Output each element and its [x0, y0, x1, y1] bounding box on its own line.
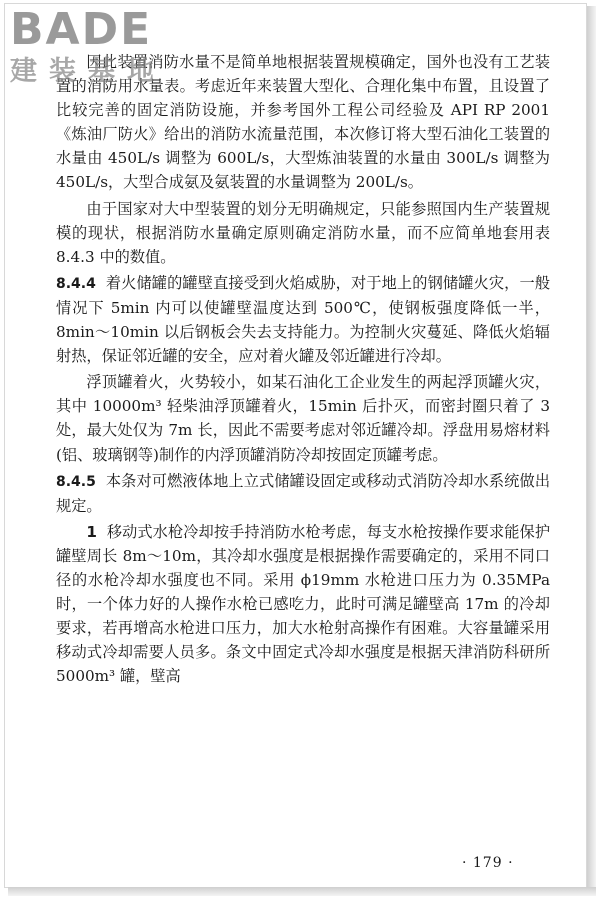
- item-text: 移动式水枪冷却按手持消防水枪考虑，每支水枪按操作要求能保护罐壁周长 8m～10m，其冷却水强度是根据操作需要确定的，采用不同口径的水枪冷却水强度也不同。采用 ϕ19mm 水枪进口压力为 0.35MPa 时，一个体力好的人操作水枪已感吃力，此时可满足罐壁高 17m 的冷却要求，若再增高水枪进口压力，加大水枪射高操作有困难。大容量罐采用移动式冷却需要人员多。条文中固定式冷却水强度是根据天津消防科研所 5000m³ 罐，壁高: [56, 522, 551, 686]
- clause-number: 8.4.4: [56, 275, 96, 292]
- clause-number: 8.4.5: [56, 473, 96, 490]
- paragraph: 因此装置消防水量不是简单地根据装置规模确定，国外也没有工艺装置的消防用水量表。考虑近年来装置大型化、合理化集中布置，且设置了比较完善的固定消防设施，并参考国外工程公司经验及 API RP 2001《炼油厂防火》给出的消防水流量范围，本次修订将大型石油化工装置的水量由 450L/s 调整为 600L/s，大型炼油装置的水量由 300L/s 调整为 450L/s，大型合成氨及氨装置的水量调整为 200L/s。: [56, 53, 550, 192]
- clause-8-4-4: [56, 271, 550, 368]
- clause-text: 着火储罐的罐壁直接受到火焰威胁，对于地上的钢储罐火灾，一般情况下 5min 内可以使罐壁温度达到 500℃，使钢板强度降低一半，8min～10min 以后钢板会失去支持能力。为控制火灾蔓延、降低火焰辐射热，保证邻近罐的安全，应对着火罐及邻近罐进行冷却。: [56, 273, 551, 366]
- clause-text: 本条对可燃液体地上立式储罐设固定或移动式消防冷却水系统做出规定。: [56, 471, 551, 515]
- list-item: [56, 520, 550, 689]
- clause-8-4-5: [56, 469, 550, 518]
- watermark-subtitle: 建装基地: [10, 56, 166, 87]
- paragraph: 浮顶罐着火，火势较小，如某石油化工企业发生的两起浮顶罐火灾，其中 10000m³ 轻柴油浮顶罐着火，15min 后扑灭，而密封圈只着了 3 处，最大处仅为 7m 长，因此不需要考虑对邻近罐冷却。浮盘用易熔材料(铝、玻璃钢等)制作的内浮顶罐消防冷却按固定顶罐考虑。: [56, 373, 550, 464]
- page-shadow: [8, 887, 596, 896]
- paragraph: 由于国家对大中型装置的划分无明确规定，只能参照国内生产装置规模的现状，根据消防水量确定原则确定消防水量，而不应简单地套用表 8.4.3 中的数值。: [56, 199, 550, 266]
- item-number: 1: [86, 522, 97, 541]
- watermark-logo-text: BADE: [10, 4, 153, 55]
- page-shadow: [587, 6, 596, 892]
- document-body: [56, 50, 550, 688]
- page-number: · 179 ·: [462, 855, 514, 871]
